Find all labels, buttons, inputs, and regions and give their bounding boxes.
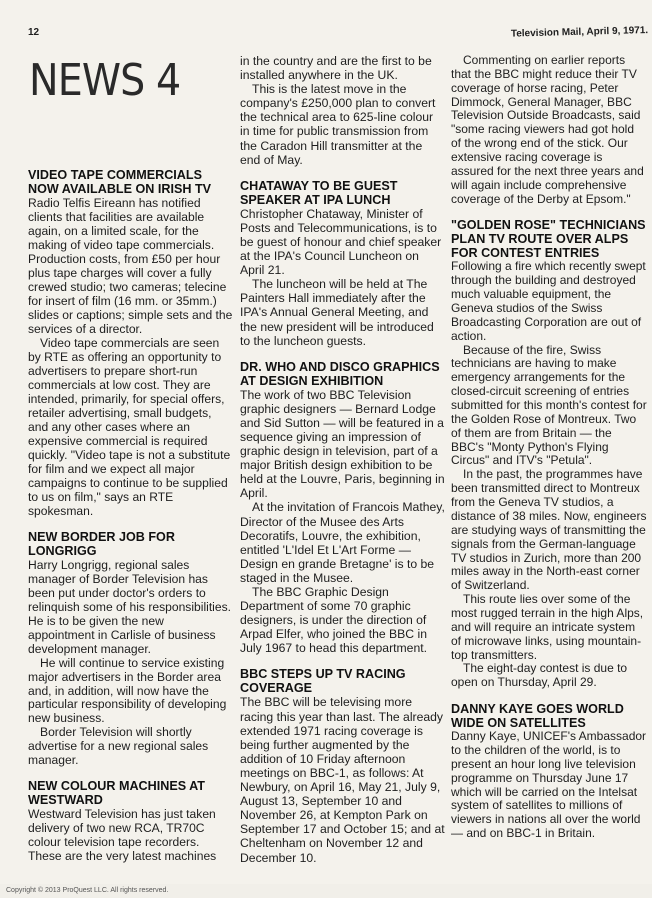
story-headline: DR. WHO AND DISCO GRAPHICS AT DESIGN EXHIBITION [240,359,440,388]
story-paragraph: At the invitation of Francois Mathey, Director of the Musee des Arts Decoratifs, Louvre, the exhibition, entitled 'L'Idel Et L'Art Forme — Design en grande Bretagne' is to be staged in the Musee. [240,500,445,585]
column-2 [240,54,445,877]
news-story [240,360,445,656]
running-head: Television Mail, April 9, 1971. [510,25,648,40]
page-number: 12 [28,27,40,38]
story-paragraph: Westward Television has just taken delivery of two new RCA, TR70C colour television tape recorders. These are the very latest machines [28,807,217,864]
story-paragraph: In the past, the programmes have been transmitted direct to Montreux from the Geneva TV studios, a distance of 38 miles. Now, engineers are studying ways of transmitting the signals from the German-language TV studios in Zurich, more than 200 miles away in the North-east corner of Switzerland. [451,467,647,593]
news-story [240,667,445,864]
story-paragraph: The luncheon will be held at The Painters Hall immediately after the IPA's Annual General Meeting, and the new president will be introduced to the luncheon guests. [240,277,434,348]
copyright-notice: Copyright © 2013 ProQuest LLC. All rights reserved. [6,887,169,894]
story-paragraph: This route lies over some of the most rugged terrain in the high Alps, and will require an intricate system of microwave links, using mountain-top transmitters. [451,592,644,662]
story-headline: NEW BORDER JOB FOR LONGRIGG [28,529,175,558]
story-paragraph: Because of the fire, Swiss technicians are having to make emergency arrangements for the closed-circuit screening of entries submitted for this month's contest for the Golden Rose of Montreux. Two of them are from Britain — the BBC's "Monty Python's Flying Circus" and ITV's "Petula". [451,342,647,468]
story-paragraph: The BBC will be televising more racing this year than last. The already extended 1971 racing coverage is being further augmented by the addition of 10 Friday afternoon meetings on BBC-1, as follows: At Newbury, on April 16, May 21, July 9, August 13, September 10 and November 26, at Kempton Park on September 17 and October 15; and at Cheltenham on November 12 and December 10. [240,695,445,865]
story-headline: CHATAWAY TO BE GUEST SPEAKER AT IPA LUNCH [240,178,398,207]
news-story [240,179,445,348]
story-paragraph: Radio Telfis Eireann has notified clients that facilities are available again, on a limited scale, for the making of video tape commercials. Production costs, from £50 per hour plus tape charges will cover a fully crewed studio; two cameras; telecine for insert of film (16 mm. or 35mm.) slides or captions; simple sets and the services of a director. [28,196,233,336]
news-story [451,54,647,206]
news-story [28,168,233,518]
story-paragraph: Video tape commercials are seen by RTE as offering an opportunity to advertisers to prepare short-run commercials at low cost. They are intended, primarily, for special offers, retailer advertising, small budgets, and any other cases where an expensive commercial is required quickly. "Video tape is not a substitute for film and we expect all major campaigns to continue to be supplied to us on film," says an RTE spokesman. [28,335,231,518]
news-story [451,702,647,841]
news-story [451,218,647,690]
news-story [28,779,233,863]
news-story [240,54,445,167]
story-paragraph: He will continue to service existing major advertisers in the Border area and, in addition, will now have the particular responsibility of developing new business. [28,655,227,726]
story-paragraph: Border Television will shortly advertise for a new regional sales manager. [28,725,209,768]
story-paragraph: The eight-day contest is due to open on Thursday, April 29. [451,661,628,690]
section-masthead: NEWS 4 [29,55,181,106]
story-headline: VIDEO TAPE COMMERCIALS NOW AVAILABLE ON IRISH TV [28,168,212,196]
story-paragraph: Danny Kaye, UNICEF's Ambassador to the children of the world, is to present an hour long live television programme on Thursday June 17 which will be carried on the Intelsat system of satellites to millions of viewers in nations all over the world — and on BBC-1 in Britain. [451,729,647,841]
column-1 [28,168,233,875]
story-paragraph: The work of two BBC Television graphic designers — Bernard Lodge and Sid Sutton — will be featured in a sequence giving an impression of graphic design in television, part of a major British design exhibition to be held at the Louvre, Paris, beginning in April. [240,387,445,501]
story-paragraph: Christopher Chataway, Minister of Posts and Telecommunications, is to be guest of honour and chief speaker at the IPA's Council Luncheon on April 21. [240,206,442,278]
story-paragraph: This is the latest move in the company's £250,000 plan to convert the technical area to 625-line colour in time for public transmission from the Caradon Hill transmitter at the end of May. [240,82,436,167]
story-headline: "GOLDEN ROSE" TECHNICIANS PLAN TV ROUTE OVER ALPS FOR CONTEST ENTRIES [451,218,646,261]
story-paragraph: Following a fire which recently swept through the building and destroyed much valuable equipment, the Geneva studios of the Swiss Broadcasting Corporation are out of action. [451,259,646,343]
news-story [28,530,233,768]
story-paragraph: in the country and are the first to be installed anywhere in the UK. [240,54,432,83]
story-headline: DANNY KAYE GOES WORLD WIDE ON SATELLITES [451,702,624,731]
story-headline: BBC STEPS UP TV RACING COVERAGE [240,667,406,696]
story-paragraph: Harry Longrigg, regional sales manager of Border Television has been put under doctor's orders to relinquish some of his responsibilities. He is to be given the new appointment in Carlisle of business development manager. [28,557,232,656]
story-headline: NEW COLOUR MACHINES AT WESTWARD [28,779,206,808]
column-3 [451,54,647,853]
story-paragraph: Commenting on earlier reports that the BBC might reduce their TV coverage of horse racing, Peter Dimmock, General Manager, BBC Television Outside Broadcasts, said "some racing viewers had got hold of the wrong end of the stick. Our extensive racing coverage is assured for the next three years and will again include comprehensive coverage of the Derby at Epsom." [451,53,644,206]
story-paragraph: The BBC Graphic Design Department of some 70 graphic designers, is under the direction of Arpad Elfer, who joined the BBC in July 1967 to head this department. [240,585,427,656]
